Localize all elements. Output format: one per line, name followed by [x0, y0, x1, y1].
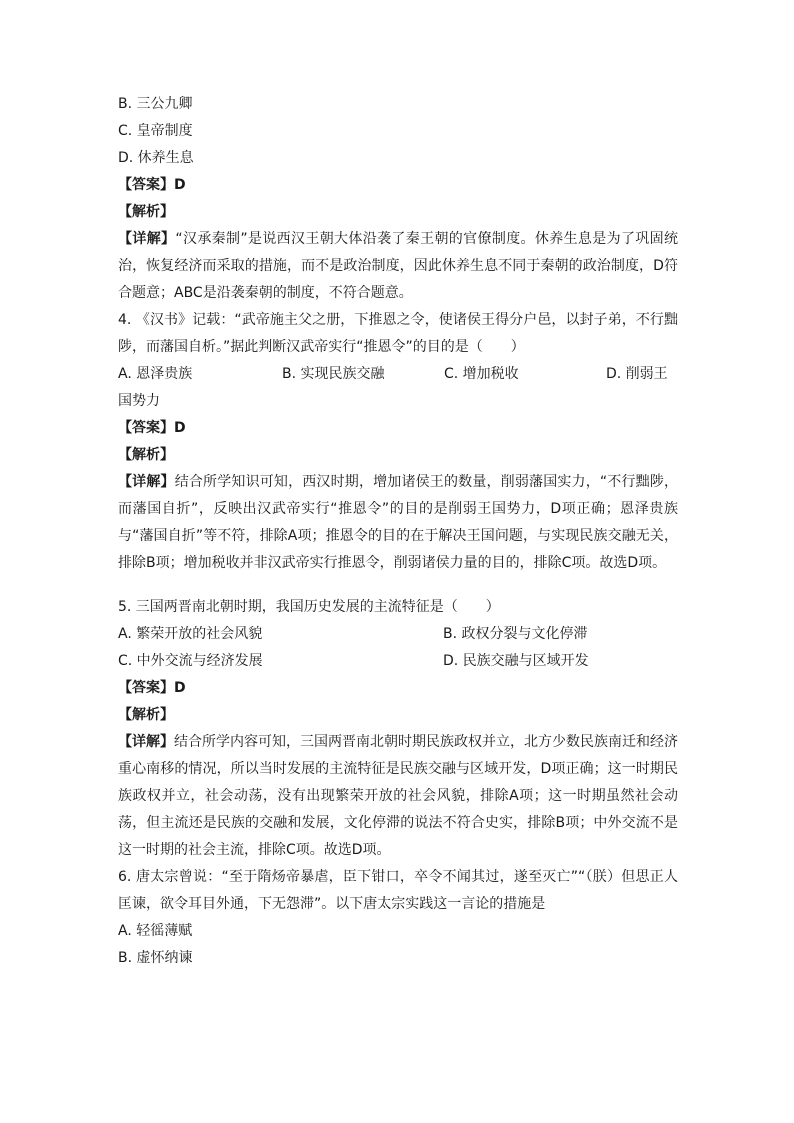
q5-option-d: D. 民族交融与区域开发 — [443, 653, 589, 669]
section-gap — [118, 577, 678, 594]
q3-option-c: C. 皇帝制度 — [118, 123, 193, 139]
q4-option-wrap-spacer — [118, 388, 678, 415]
q3-option-d: D. 休养生息 — [118, 150, 194, 166]
q5-stem: 5. 三国两晋南北朝时期，我国历史发展的主流特征是（ ） — [118, 599, 500, 615]
q4-option-d — [606, 361, 678, 388]
q6-option-b: B. 虚怀纳谏 — [118, 950, 193, 966]
q4-option-d-line2: 国势力 — [118, 393, 160, 409]
q5-options-row-1 — [118, 621, 678, 648]
q3-option-b: B. 三公九卿 — [118, 96, 193, 112]
q4-option-b: B. 实现民族交融 — [282, 366, 385, 382]
q5-detail-text: 结合所学内容可知，三国两晋南北朝时期民族政权并立，北方少数民族南迁和经济重心南移的情况，所以当时发展的主流特征是民族交融与区域开发，D项正确；这一时期民族政权并立，社会动荡，没有出现繁荣开放的社会风貌，排除A项；这一时期虽然社会动荡，但主流还是民族的交融和发展，文化停滞的说法不符合史实，排除B项；中外交流不是这一时期的社会主流，排除C项。故选D项。 — [118, 734, 678, 858]
q5-options-row-2 — [118, 648, 678, 675]
q4-option-d-line1: D. 削弱王 — [606, 366, 668, 382]
q6-option-a: A. 轻徭薄赋 — [118, 923, 193, 939]
q5-option-c: C. 中外交流与经济发展 — [118, 653, 263, 669]
q4-detail-text: 结合所学知识可知，西汉时期，增加诸侯王的数量，削弱藩国实力，“不行黜陟，而藩国自折”，反映出汉武帝实行“推恩令”的目的是削弱王国势力，D项正确；恩泽贵族与“藩国自折”等不符，排除A项；推恩令的目的在于解决王国问题，与实现民族交融无关，排除B项；增加税收并非汉武帝实行推恩令，削弱诸侯力量的目的，排除C项。故选D项。 — [118, 474, 678, 571]
q3-analysis-label: 【解析】 — [118, 204, 174, 220]
q3-detail — [118, 226, 678, 307]
q5-option-a: A. 繁荣开放的社会风貌 — [118, 626, 263, 642]
document-page — [118, 91, 678, 972]
q4-detail — [118, 469, 678, 577]
q4-options — [118, 361, 678, 388]
q3-detail-text: “汉承秦制”是说西汉王朝大体沿袭了秦王朝的官僚制度。休养生息是为了巩固统治，恢复经济而采取的措施，而不是政治制度，因此休养生息不同于秦朝的政治制度，D符合题意；ABC是沿袭秦朝的制度，不符合题意。 — [118, 231, 678, 301]
q4-stem: 4. 《汉书》记载：“武帝施主父之册，下推恩之令，使诸侯王得分户邑，以封子弟，不行黜陟，而藩国自析。”据此判断汉武帝实行“推恩令”的目的是（ ） — [118, 312, 678, 355]
q3-detail-label: 【详解】 — [118, 231, 176, 247]
q5-answer: 【答案】D — [118, 680, 186, 696]
q5-detail-label: 【详解】 — [118, 734, 174, 750]
q5-option-b: B. 政权分裂与文化停滞 — [443, 626, 588, 642]
q3-answer: 【答案】D — [118, 177, 186, 193]
q6-stem: 6. 唐太宗曾说：“至于隋炀帝暴虐，臣下钳口，卒令不闻其过，遂至灭亡”“（朕）但思正人匡谏，欲令耳目外通，下无怨滞”。以下唐太宗实践这一言论的措施是 — [118, 869, 678, 912]
q4-detail-label: 【详解】 — [118, 474, 175, 490]
q4-option-a: A. 恩泽贵族 — [118, 366, 193, 382]
q4-answer: 【答案】D — [118, 420, 186, 436]
q5-analysis-label: 【解析】 — [118, 707, 174, 723]
q4-option-c: C. 增加税收 — [444, 366, 519, 382]
q5-detail — [118, 729, 678, 864]
q4-analysis-label: 【解析】 — [118, 447, 174, 463]
